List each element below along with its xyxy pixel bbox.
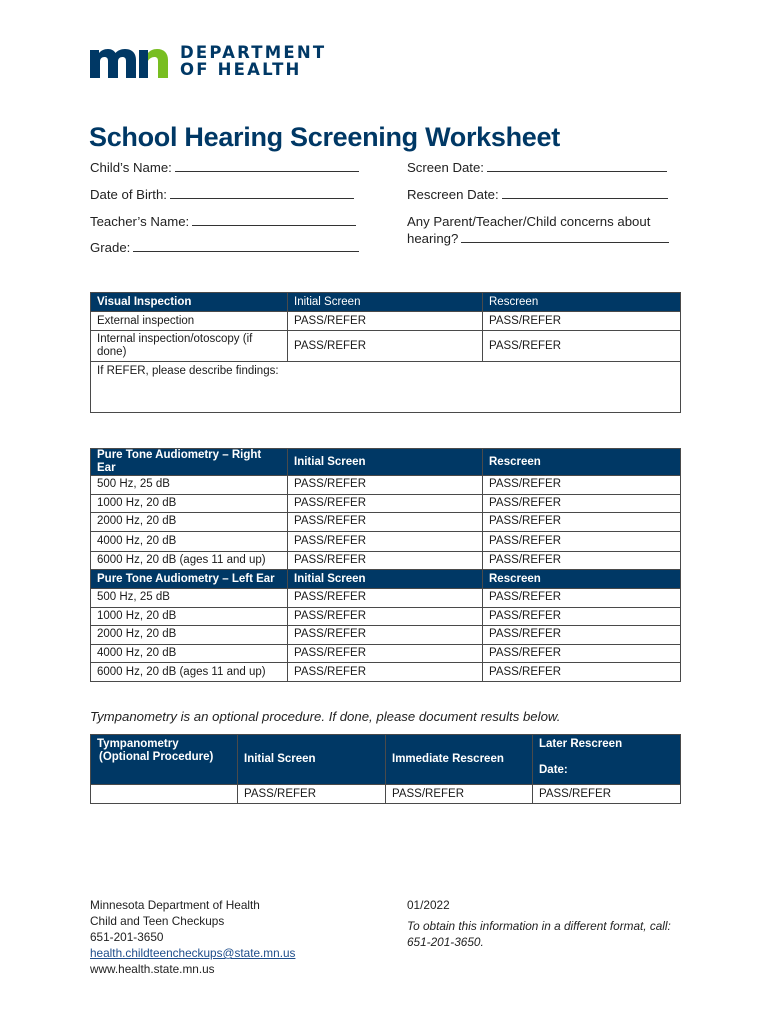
- col-header: Rescreen: [483, 570, 681, 589]
- visual-inspection-table: [90, 292, 681, 413]
- date-of-birth-input-line[interactable]: [170, 197, 354, 199]
- table-row: [91, 531, 681, 551]
- row-label: 4000 Hz, 20 dB: [91, 531, 288, 551]
- rescreen-date-input-line[interactable]: [502, 197, 668, 199]
- col-header: Rescreen: [483, 449, 681, 476]
- rescreen-cell[interactable]: PASS/REFER: [483, 494, 681, 513]
- childs-name-field[interactable]: [90, 160, 359, 175]
- footer-org: Minnesota Department of Health: [90, 898, 260, 912]
- mn-logo-icon: [90, 44, 172, 78]
- table-row: [91, 551, 681, 570]
- findings-row[interactable]: [91, 362, 681, 413]
- footer-contact: [90, 897, 295, 977]
- row-label: External inspection: [91, 312, 288, 331]
- table-header-row: [91, 293, 681, 312]
- row-label: Internal inspection/otoscopy (if done): [91, 331, 288, 362]
- col-header: Rescreen: [483, 293, 681, 312]
- table-row: [91, 785, 681, 804]
- concerns-label-line2: hearing?: [407, 231, 459, 246]
- col-header: Initial Screen: [288, 449, 483, 476]
- initial-screen-cell[interactable]: PASS/REFER: [288, 331, 483, 362]
- footer-date: 01/2022: [407, 898, 450, 912]
- col-header-tympanometry: [91, 735, 238, 785]
- rescreen-cell[interactable]: PASS/REFER: [483, 331, 681, 362]
- concerns-field[interactable]: [407, 214, 669, 246]
- initial-screen-cell[interactable]: PASS/REFER: [288, 531, 483, 551]
- footer-website[interactable]: www.health.state.mn.us: [90, 962, 215, 976]
- table-row: [91, 476, 681, 495]
- screen-date-label: Screen Date:: [407, 160, 484, 175]
- table-header-row-right-ear: [91, 449, 681, 476]
- screen-date-input-line[interactable]: [487, 170, 667, 172]
- table-header-row-left-ear: [91, 570, 681, 589]
- initial-screen-cell[interactable]: PASS/REFER: [288, 626, 483, 645]
- rescreen-cell[interactable]: PASS/REFER: [483, 531, 681, 551]
- tympanometry-table: [90, 734, 681, 804]
- col-header: Pure Tone Audiometry – Right Ear: [91, 449, 288, 476]
- footer-program: Child and Teen Checkups: [90, 914, 225, 928]
- row-label: 6000 Hz, 20 dB (ages 11 and up): [91, 551, 288, 570]
- org-name: [180, 44, 326, 78]
- initial-screen-cell[interactable]: PASS/REFER: [238, 785, 386, 804]
- col-header: Pure Tone Audiometry – Left Ear: [91, 570, 288, 589]
- table-row: [91, 607, 681, 626]
- rescreen-cell[interactable]: PASS/REFER: [483, 513, 681, 532]
- rescreen-cell[interactable]: PASS/REFER: [483, 607, 681, 626]
- teachers-name-label: Teacher’s Name:: [90, 214, 190, 229]
- org-line1: DEPARTMENT: [180, 43, 327, 62]
- rescreen-cell[interactable]: PASS/REFER: [483, 476, 681, 495]
- table-row: [91, 626, 681, 645]
- table-row: [91, 588, 681, 607]
- grade-input-line[interactable]: [133, 250, 359, 252]
- tympanometry-note: Tympanometry is an optional procedure. If done, please document results below.: [90, 709, 561, 724]
- screen-date-field[interactable]: [407, 160, 667, 175]
- col-header: Initial Screen: [238, 735, 386, 785]
- childs-name-input-line[interactable]: [175, 170, 359, 172]
- findings-cell[interactable]: If REFER, please describe findings:: [91, 362, 681, 413]
- col-header-later-rescreen: [533, 735, 681, 785]
- row-label: 1000 Hz, 20 dB: [91, 607, 288, 626]
- page-title: School Hearing Screening Worksheet: [89, 122, 560, 152]
- col-header: Immediate Rescreen: [386, 735, 533, 785]
- initial-screen-cell[interactable]: PASS/REFER: [288, 494, 483, 513]
- col-header-line1: Later Rescreen: [539, 738, 623, 750]
- initial-screen-cell[interactable]: PASS/REFER: [288, 312, 483, 331]
- grade-label: Grade:: [90, 240, 131, 255]
- initial-screen-cell[interactable]: PASS/REFER: [288, 588, 483, 607]
- rescreen-cell[interactable]: PASS/REFER: [483, 626, 681, 645]
- rescreen-cell[interactable]: PASS/REFER: [483, 312, 681, 331]
- grade-field[interactable]: [90, 240, 359, 255]
- initial-screen-cell[interactable]: PASS/REFER: [288, 663, 483, 682]
- teachers-name-field[interactable]: [90, 214, 356, 229]
- concerns-input-line[interactable]: [461, 241, 669, 243]
- initial-screen-cell[interactable]: PASS/REFER: [288, 551, 483, 570]
- table-row: [91, 312, 681, 331]
- blank-cell[interactable]: [91, 785, 238, 804]
- date-of-birth-field[interactable]: [90, 187, 354, 202]
- row-label: 2000 Hz, 20 dB: [91, 626, 288, 645]
- col-header: Visual Inspection: [91, 293, 288, 312]
- footer-right: [407, 897, 671, 950]
- footer-email-link[interactable]: health.childteencheckups@state.mn.us: [90, 946, 296, 960]
- row-label: 2000 Hz, 20 dB: [91, 513, 288, 532]
- row-label: 500 Hz, 25 dB: [91, 476, 288, 495]
- rescreen-cell[interactable]: PASS/REFER: [483, 551, 681, 570]
- audiometry-table: [90, 448, 681, 682]
- rescreen-date-label: Rescreen Date:: [407, 187, 499, 202]
- rescreen-cell[interactable]: PASS/REFER: [483, 588, 681, 607]
- row-label: 1000 Hz, 20 dB: [91, 494, 288, 513]
- table-row: [91, 494, 681, 513]
- initial-screen-cell[interactable]: PASS/REFER: [288, 607, 483, 626]
- row-label: 4000 Hz, 20 dB: [91, 644, 288, 663]
- footer-phone: 651-201-3650: [90, 930, 164, 944]
- immediate-rescreen-cell[interactable]: PASS/REFER: [386, 785, 533, 804]
- row-label: 6000 Hz, 20 dB (ages 11 and up): [91, 663, 288, 682]
- footer-alt-format-line1: To obtain this information in a different format, call:: [407, 919, 671, 933]
- table-header-row: [91, 735, 681, 785]
- initial-screen-cell[interactable]: PASS/REFER: [288, 513, 483, 532]
- initial-screen-cell[interactable]: PASS/REFER: [288, 476, 483, 495]
- later-rescreen-date-label: Date:: [539, 764, 568, 776]
- col-header-line2: (Optional Procedure): [99, 751, 214, 763]
- date-of-birth-label: Date of Birth:: [90, 187, 167, 202]
- rescreen-cell[interactable]: PASS/REFER: [483, 644, 681, 663]
- teachers-name-input-line[interactable]: [192, 224, 356, 226]
- footer-alt-format-line2: 651-201-3650.: [407, 935, 484, 949]
- table-row: [91, 663, 681, 682]
- col-header: Initial Screen: [288, 570, 483, 589]
- initial-screen-cell[interactable]: PASS/REFER: [288, 644, 483, 663]
- table-row: [91, 331, 681, 362]
- org-line2: OF HEALTH: [180, 60, 302, 79]
- childs-name-label: Child’s Name:: [90, 160, 172, 175]
- rescreen-date-field[interactable]: [407, 187, 668, 202]
- table-row: [91, 644, 681, 663]
- table-row: [91, 513, 681, 532]
- rescreen-cell[interactable]: PASS/REFER: [483, 663, 681, 682]
- col-header-line1: Tympanometry: [97, 738, 179, 750]
- concerns-label-line1: Any Parent/Teacher/Child concerns about: [407, 214, 651, 229]
- later-rescreen-cell[interactable]: PASS/REFER: [533, 785, 681, 804]
- row-label: 500 Hz, 25 dB: [91, 588, 288, 607]
- col-header: Initial Screen: [288, 293, 483, 312]
